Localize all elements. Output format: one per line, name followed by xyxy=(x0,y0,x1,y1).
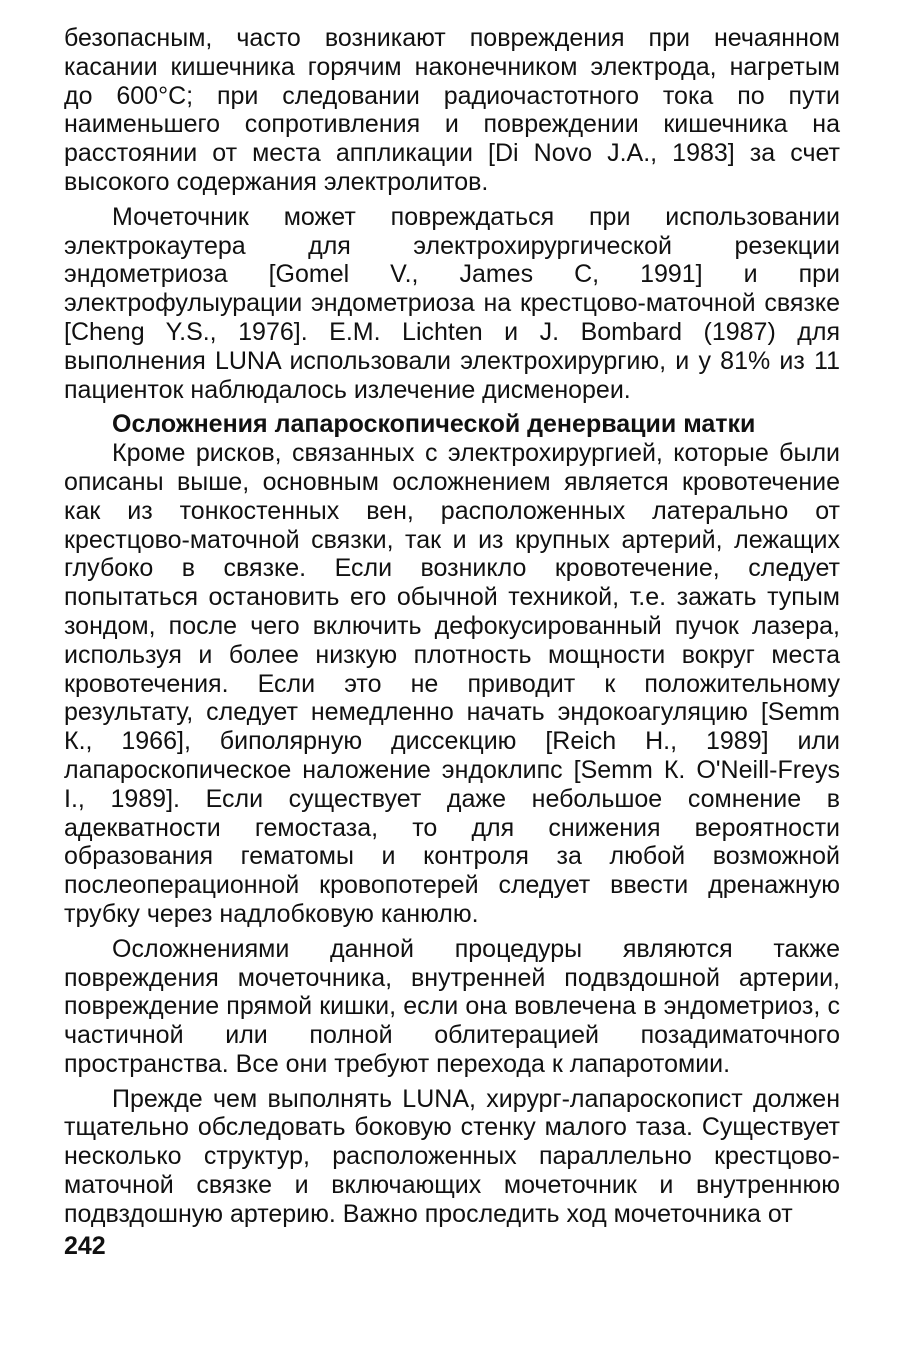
page-body xyxy=(64,24,840,1229)
paragraph-5: Прежде чем выполнять LUNA, хирург-лапароскопист должен тщательно обследовать боковую стенку малого таза. Существует несколько структур, расположенных параллельно крестцово-маточной связке и включающих мочеточник и внутреннюю подвздошную артерию. Важно проследить ход мочеточника от xyxy=(64,1084,840,1228)
page-number: 242 xyxy=(64,1232,106,1260)
paragraph-1: безопасным, часто возникают повреждения при нечаянном касании кишечника горячим наконечником электрода, нагретым до 600°С; при следовании радиочастотного тока по пути наименьшего сопротивления и повреждении кишечника на расстоянии от места аппликации [Di Novo J.A., 1983] за счет высокого содержания электролитов. xyxy=(64,24,840,196)
paragraph-3: Кроме рисков, связанных с электрохирургией, которые были описаны выше, основным осложнением является кровотечение как из тонкостенных вен, расположенных латерально от крестцово-маточной связки, так и из крупных артерий, лежащих глубоко в связке. Если возникло кровотечение, следует попытаться остановить его обычной техникой, т.е. зажать тупым зондом, после чего включить дефокусированный пучок лазера, используя и более низкую плотность мощности вокруг места кровотечения. Если это не приводит к положительному результату, следует немедленно начать эндокоагуляцию [Semm К., 1966], биполярную диссекцию [Reich Н., 1989] или лапароскопическое наложение эндоклипс [Semm К. O'Neill-Freys I., 1989]. Если существует даже небольшое сомнение в адекватности гемостаза, то для снижения вероятности образования гематомы и контроля за любой возможной послеоперационной кровопотерей следует ввести дренажную трубку через надлобковую канюлю. xyxy=(64,439,840,928)
paragraph-2: Мочеточник может повреждаться при использовании электрокаутера для электрохирургической резекции эндометриоза [Gomel V., James С, 1991] и при электрофулыурации эндометриоза на крестцово-маточной связке [Cheng Y.S., 1976]. Е.М. Lichten и J. Bombard (1987) для выполнения LUNA использовали электрохирургию, и у 81% из 11 пациенток наблюдалось излечение дисменореи. xyxy=(64,202,840,404)
section-heading: Осложнения лапароскопической денервации матки xyxy=(112,410,756,439)
paragraph-4: Осложнениями данной процедуры являются также повреждения мочеточника, внутренней подвздошной артерии, повреждение прямой кишки, если она вовлечена в эндометриоз, с частичной или полной облитерацией позадиматочного пространства. Все они требуют перехода к лапаротомии. xyxy=(64,934,840,1078)
